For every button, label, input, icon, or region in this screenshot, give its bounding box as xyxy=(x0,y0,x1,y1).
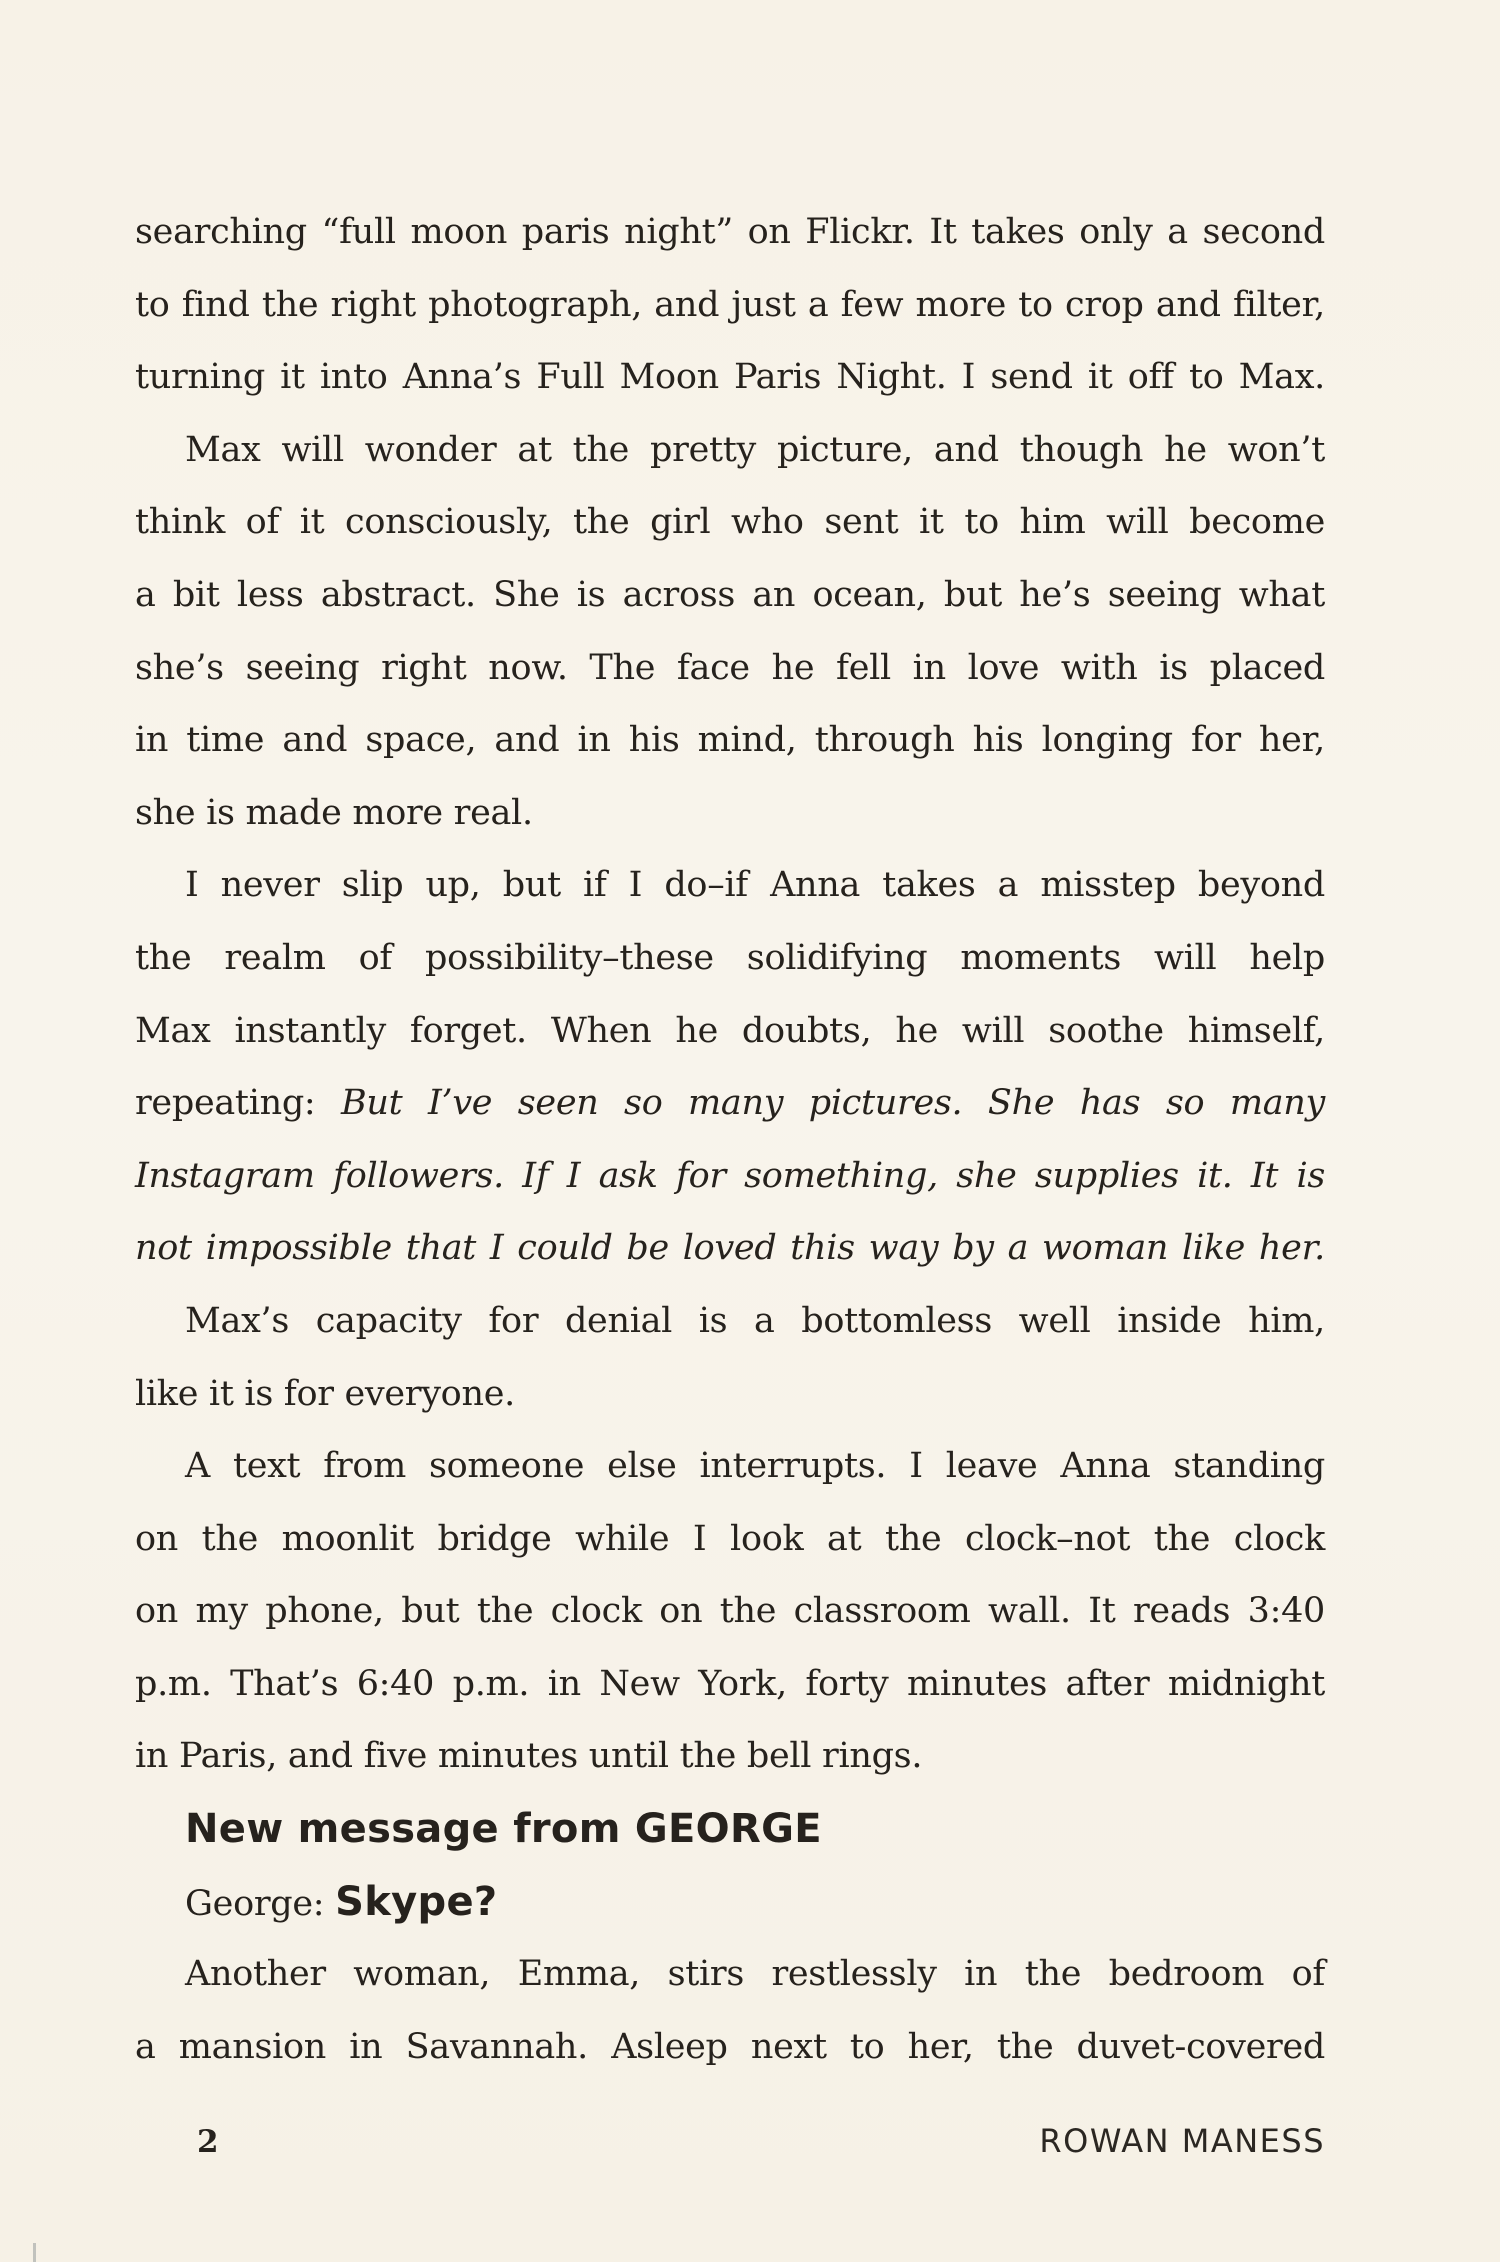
text-line xyxy=(135,1140,1325,1213)
text-line xyxy=(135,1212,1325,1285)
page-number: 2 xyxy=(197,2124,219,2160)
text-segment: not impossible that I could be loved this way by a woman like her. xyxy=(135,1228,1325,1269)
scan-edge-artifact xyxy=(33,2243,36,2262)
text-segment: turning it into Anna’s Full Moon Paris Night. I send it off to Max. xyxy=(135,357,1325,398)
text-line xyxy=(135,341,1325,414)
text-segment: like it is for everyone. xyxy=(135,1373,515,1414)
text-segment: p.m. That’s 6:40 p.m. in New York, forty minutes after midnight xyxy=(135,1663,1325,1704)
text-segment: George: xyxy=(185,1883,336,1924)
text-line xyxy=(135,196,1325,269)
text-line xyxy=(135,269,1325,342)
text-line xyxy=(135,632,1325,705)
text-segment: Another woman, Emma, stirs restlessly in the bedroom of xyxy=(185,1954,1325,1995)
text-segment: a mansion in Savannah. Asleep next to her, the duvet-covered xyxy=(135,2026,1325,2067)
text-line xyxy=(135,486,1325,559)
text-line xyxy=(135,1575,1325,1648)
text-segment: she’s seeing right now. The face he fell in love with is placed xyxy=(135,647,1325,688)
text-segment: New message from GEORGE xyxy=(185,1806,822,1853)
text-line xyxy=(135,1793,1325,1866)
text-segment: on my phone, but the clock on the classroom wall. It reads 3:40 xyxy=(135,1591,1325,1632)
text-line xyxy=(135,1503,1325,1576)
text-segment: But I’ve seen so many pictures. She has so many xyxy=(340,1083,1325,1124)
text-segment: searching “full moon paris night” on Flickr. It takes only a second xyxy=(135,212,1325,252)
text-line xyxy=(135,1430,1325,1503)
page-footer xyxy=(135,2122,1325,2160)
body-text xyxy=(135,196,1325,2083)
text-line xyxy=(135,559,1325,632)
text-segment: Max instantly forget. When he doubts, he will soothe himself, xyxy=(135,1010,1325,1051)
text-segment: A text from someone else interrupts. I leave Anna standing xyxy=(185,1446,1325,1487)
text-segment: in time and space, and in his mind, through his longing for her, xyxy=(135,720,1325,761)
text-line xyxy=(135,1067,1325,1140)
text-line xyxy=(135,995,1325,1068)
text-line xyxy=(135,414,1325,487)
text-line xyxy=(135,922,1325,995)
text-segment: Instagram followers. If I ask for something, she supplies it. It is xyxy=(135,1155,1325,1196)
text-segment: she is made more real. xyxy=(135,792,533,833)
text-segment: the realm of possibility–these solidifying moments will help xyxy=(135,937,1325,978)
text-line xyxy=(135,704,1325,777)
text-segment: in Paris, and five minutes until the bell rings. xyxy=(135,1736,923,1777)
text-segment: Skype? xyxy=(335,1878,498,1925)
running-author: ROWAN MANESS xyxy=(1039,2122,1325,2160)
text-segment: a bit less abstract. She is across an ocean, but he’s seeing what xyxy=(135,574,1325,615)
text-line xyxy=(135,1648,1325,1721)
text-line xyxy=(135,1358,1325,1431)
text-line xyxy=(135,1866,1325,1939)
text-line xyxy=(135,777,1325,850)
text-segment: Max will wonder at the pretty picture, and though he won’t xyxy=(185,429,1325,470)
text-segment: I never slip up, but if I do–if Anna takes a misstep beyond xyxy=(185,865,1325,906)
text-line xyxy=(135,849,1325,922)
text-segment: on the moonlit bridge while I look at the clock–not the clock xyxy=(135,1518,1325,1559)
text-segment: Max’s capacity for denial is a bottomless well inside him, xyxy=(185,1300,1325,1341)
text-line xyxy=(135,1285,1325,1358)
text-segment: think of it consciously, the girl who sent it to him will become xyxy=(135,502,1325,543)
text-segment: repeating: xyxy=(135,1083,341,1124)
text-line xyxy=(135,1938,1325,2011)
text-segment: to find the right photograph, and just a few more to crop and filter, xyxy=(135,284,1325,325)
text-line xyxy=(135,2011,1325,2084)
text-line xyxy=(135,1720,1325,1793)
